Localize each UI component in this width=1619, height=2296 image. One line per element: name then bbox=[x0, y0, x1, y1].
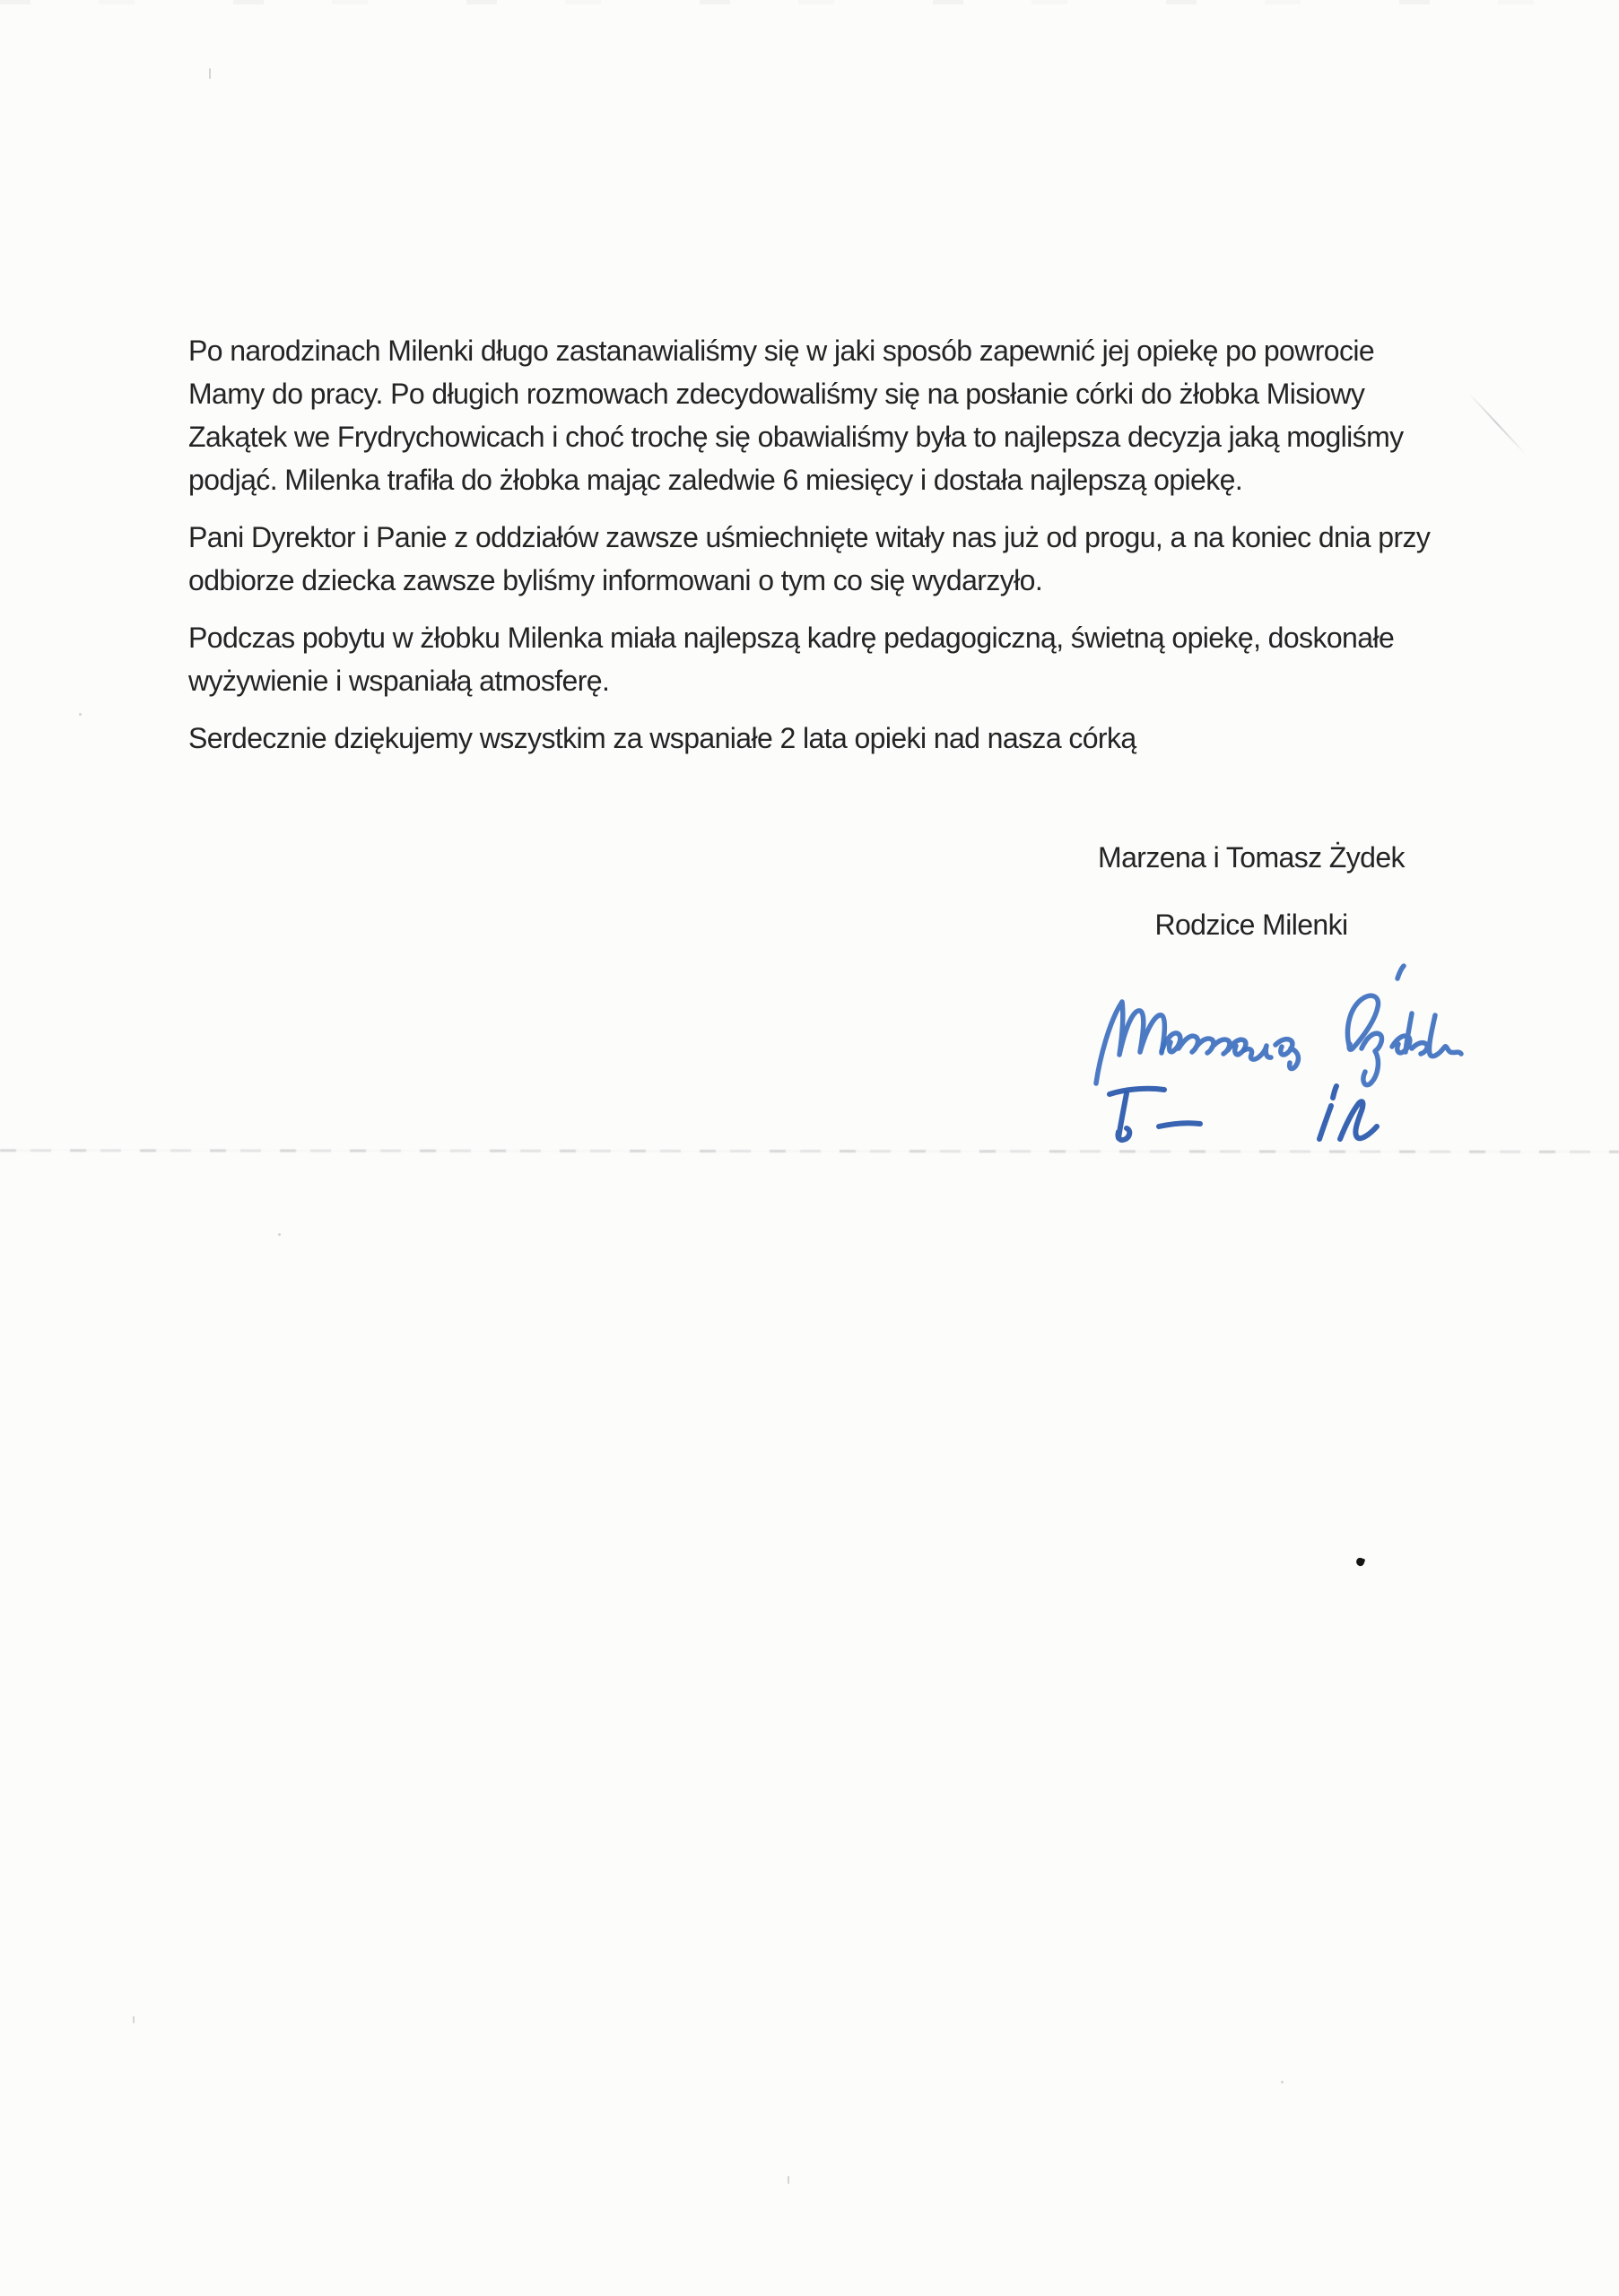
paragraph-4 bbox=[188, 717, 1516, 760]
signature-stroke bbox=[1159, 1123, 1200, 1126]
signature-block bbox=[987, 836, 1516, 946]
signature-strokes-name bbox=[1096, 966, 1461, 1085]
signature-typed-names: Marzena i Tomasz Żydek bbox=[1098, 841, 1405, 874]
scan-speck bbox=[133, 2016, 135, 2023]
signature-stroke bbox=[1118, 1093, 1129, 1140]
letter-body bbox=[188, 329, 1516, 774]
handwritten-signature bbox=[1076, 961, 1471, 1154]
paper-crease-line bbox=[0, 1149, 1619, 1153]
signature-stroke bbox=[1340, 1101, 1377, 1139]
signature-strokes-initials bbox=[1110, 1086, 1377, 1140]
text-line: Podczas pobytu w żłobku Milenka miała najlepszą kadrę pedagogiczną, świetną opiekę, doskonałe bbox=[188, 622, 1395, 654]
signature-stroke bbox=[1362, 1033, 1381, 1084]
scan-speck bbox=[278, 1233, 281, 1236]
text-line: podjąć. Milenka trafiła do żłobka mając zaledwie 6 miesięcy i dostała najlepszą opiekę. bbox=[188, 464, 1243, 496]
text-line: Mamy do pracy. Po długich rozmowach zdecydowaliśmy się na posłanie córki do żłobka Misiowy bbox=[188, 378, 1365, 410]
text-line: wyżywienie i wspaniałą atmosferę. bbox=[188, 665, 610, 697]
text-line: Serdecznie dziękujemy wszystkim za wspaniałe 2 lata opieki nad nasza córką bbox=[188, 722, 1136, 754]
signature-stroke bbox=[1392, 1013, 1412, 1053]
signature-stroke bbox=[1162, 1033, 1246, 1055]
text-line: odbiorze dziecka zawsze byliśmy informowani o tym co się wydarzyło. bbox=[188, 564, 1043, 596]
signature-stroke bbox=[1397, 966, 1404, 978]
signature-stroke bbox=[1333, 1086, 1336, 1098]
text-line: Pani Dyrektor i Panie z oddziałów zawsze uśmiechnięte witały nas już od progu, a na koniec dnia przy bbox=[188, 521, 1431, 553]
signature-stroke bbox=[1096, 1002, 1164, 1083]
scan-speck bbox=[788, 2176, 789, 2184]
paragraph-1 bbox=[188, 329, 1516, 501]
scan-speck bbox=[1281, 2081, 1284, 2083]
signature-stroke bbox=[1412, 1015, 1461, 1057]
paragraph-2 bbox=[188, 516, 1516, 602]
text-line: Zakątek we Frydrychowicach i choć trochę się obawialiśmy była to najlepsza decyzja jaką mogliśmy bbox=[188, 421, 1404, 453]
signature-stroke bbox=[1319, 1106, 1331, 1139]
scan-speck bbox=[209, 68, 211, 79]
scan-speck bbox=[79, 713, 82, 716]
paragraph-3 bbox=[188, 616, 1516, 702]
signature-typed-role: Rodzice Milenki bbox=[1154, 909, 1348, 941]
signature-stroke bbox=[1244, 1039, 1298, 1069]
ink-speck bbox=[1355, 1557, 1366, 1568]
scan-edge-artifact bbox=[0, 0, 1619, 4]
text-line: Po narodzinach Milenki długo zastanawialiśmy się w jaki sposób zapewnić jej opiekę po powrocie bbox=[188, 335, 1375, 367]
signature-stroke bbox=[1110, 1089, 1164, 1094]
